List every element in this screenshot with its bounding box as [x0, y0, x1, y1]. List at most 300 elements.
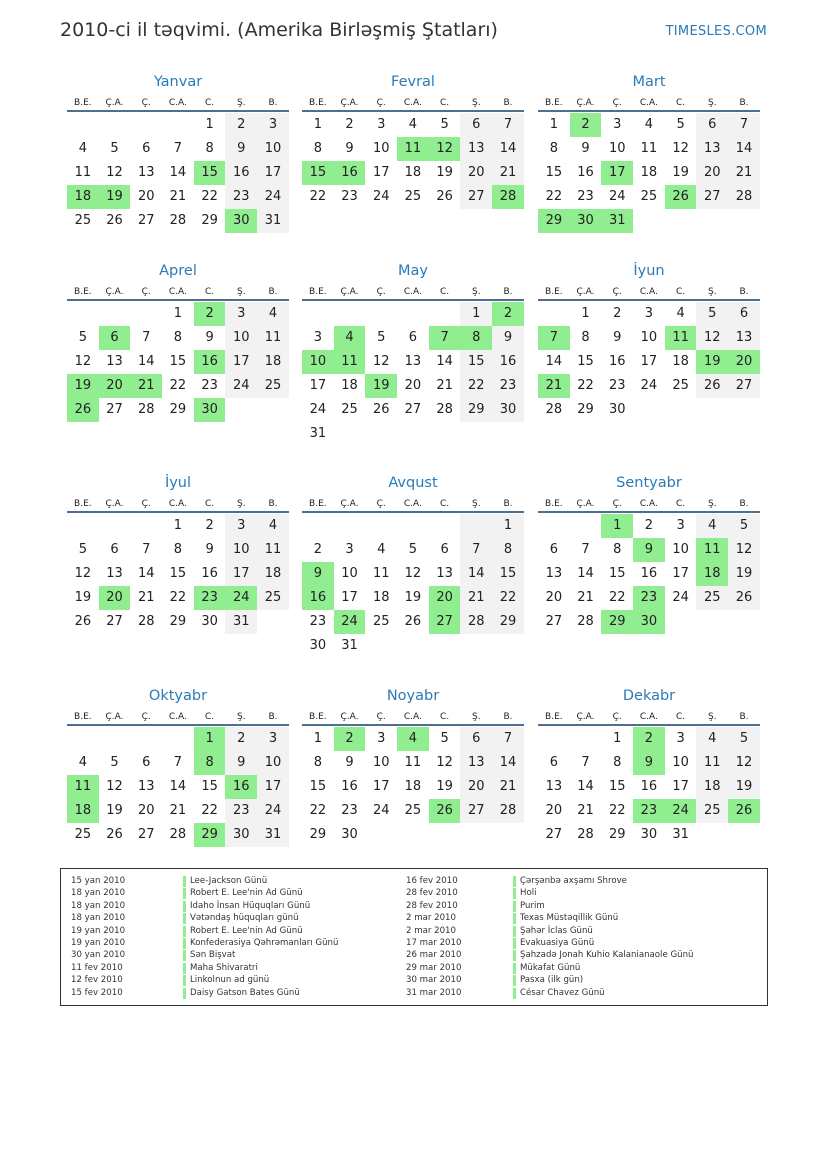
holiday-day-cell[interactable]: 29 — [538, 209, 570, 233]
day-cell[interactable]: 21 — [728, 161, 760, 185]
holiday-day-cell[interactable]: 2 — [492, 302, 524, 326]
day-cell[interactable]: 3 — [313, 330, 322, 345]
day-cell[interactable]: 28 — [137, 402, 155, 417]
day-cell[interactable]: 9 — [205, 330, 214, 345]
day-cell[interactable]: 25 — [672, 378, 689, 393]
day-cell[interactable]: 14 — [436, 354, 453, 369]
day-cell[interactable]: 8 — [613, 542, 622, 557]
day-cell[interactable]: 17 — [341, 590, 358, 605]
day-cell[interactable]: 20 — [460, 775, 492, 799]
day-cell[interactable]: 4 — [696, 727, 728, 751]
day-cell[interactable]: 22 — [608, 803, 626, 818]
day-cell[interactable]: 9 — [345, 755, 354, 770]
day-cell[interactable]: 4 — [676, 306, 685, 321]
holiday-day-cell[interactable]: 20 — [429, 586, 461, 610]
day-cell[interactable]: 29 — [577, 402, 594, 417]
day-cell[interactable]: 4 — [408, 117, 418, 132]
day-cell[interactable]: 4 — [78, 141, 87, 156]
day-cell[interactable]: 22 — [460, 374, 492, 398]
day-cell[interactable]: 17 — [640, 354, 658, 369]
day-cell[interactable]: 27 — [545, 827, 563, 842]
day-cell[interactable]: 30 — [225, 823, 257, 847]
day-cell[interactable]: 7 — [460, 538, 492, 562]
day-cell[interactable]: 5 — [78, 542, 87, 557]
holiday-day-cell[interactable]: 11 — [334, 350, 366, 374]
day-cell[interactable]: 9 — [492, 326, 524, 350]
day-cell[interactable]: 6 — [408, 330, 418, 345]
holiday-day-cell[interactable]: 24 — [334, 610, 366, 634]
day-cell[interactable]: 9 — [205, 542, 214, 557]
holiday-day-cell[interactable]: 30 — [194, 398, 226, 422]
day-cell[interactable]: 2 — [345, 117, 354, 132]
day-cell[interactable]: 28 — [436, 402, 453, 417]
day-cell[interactable]: 15 — [492, 562, 524, 586]
day-cell[interactable]: 18 — [404, 779, 422, 794]
holiday-day-cell[interactable]: 21 — [130, 374, 162, 398]
day-cell[interactable]: 8 — [205, 141, 214, 156]
holiday-day-cell[interactable]: 23 — [633, 799, 665, 823]
day-cell[interactable]: 6 — [728, 302, 760, 326]
day-cell[interactable]: 10 — [372, 141, 390, 156]
day-cell[interactable]: 13 — [137, 779, 155, 794]
day-cell[interactable]: 31 — [257, 209, 289, 233]
day-cell[interactable]: 28 — [169, 213, 187, 228]
holiday-day-cell[interactable]: 19 — [67, 374, 99, 398]
day-cell[interactable]: 27 — [137, 827, 155, 842]
day-cell[interactable]: 14 — [137, 566, 155, 581]
day-cell[interactable]: 5 — [377, 330, 386, 345]
day-cell[interactable]: 15 — [608, 566, 626, 581]
day-cell[interactable]: 28 — [577, 827, 594, 842]
day-cell[interactable]: 30 — [201, 614, 218, 629]
day-cell[interactable]: 6 — [142, 755, 151, 770]
holiday-day-cell[interactable]: 8 — [460, 326, 492, 350]
day-cell[interactable]: 24 — [257, 799, 289, 823]
day-cell[interactable]: 26 — [696, 374, 728, 398]
day-cell[interactable]: 3 — [676, 518, 685, 533]
day-cell[interactable]: 13 — [460, 751, 492, 775]
day-cell[interactable]: 23 — [492, 374, 524, 398]
day-cell[interactable]: 8 — [313, 755, 322, 770]
day-cell[interactable]: 22 — [201, 189, 218, 204]
holiday-day-cell[interactable]: 26 — [728, 799, 760, 823]
day-cell[interactable]: 25 — [696, 586, 728, 610]
day-cell[interactable]: 5 — [696, 302, 728, 326]
day-cell[interactable]: 27 — [696, 185, 728, 209]
day-cell[interactable]: 16 — [608, 354, 626, 369]
day-cell[interactable]: 24 — [608, 189, 626, 204]
day-cell[interactable]: 9 — [345, 141, 354, 156]
holiday-day-cell[interactable]: 29 — [194, 823, 226, 847]
day-cell[interactable]: 1 — [581, 306, 590, 321]
day-cell[interactable]: 10 — [672, 755, 689, 770]
day-cell[interactable]: 17 — [672, 779, 689, 794]
day-cell[interactable]: 13 — [106, 354, 123, 369]
day-cell[interactable]: 24 — [225, 374, 257, 398]
holiday-day-cell[interactable]: 9 — [302, 562, 334, 586]
day-cell[interactable]: 19 — [436, 779, 453, 794]
day-cell[interactable]: 6 — [696, 113, 728, 137]
day-cell[interactable]: 7 — [728, 113, 760, 137]
day-cell[interactable]: 12 — [404, 566, 422, 581]
day-cell[interactable]: 9 — [613, 330, 622, 345]
holiday-day-cell[interactable]: 24 — [665, 799, 697, 823]
day-cell[interactable]: 27 — [460, 799, 492, 823]
holiday-day-cell[interactable]: 17 — [601, 161, 633, 185]
holiday-day-cell[interactable]: 18 — [67, 799, 99, 823]
day-cell[interactable]: 30 — [492, 398, 524, 422]
day-cell[interactable]: 19 — [106, 803, 123, 818]
day-cell[interactable]: 18 — [341, 378, 358, 393]
holiday-day-cell[interactable]: 12 — [429, 137, 461, 161]
holiday-day-cell[interactable]: 20 — [99, 374, 131, 398]
day-cell[interactable]: 8 — [313, 141, 322, 156]
holiday-day-cell[interactable]: 2 — [633, 727, 665, 751]
day-cell[interactable]: 1 — [313, 731, 322, 746]
day-cell[interactable]: 17 — [257, 775, 289, 799]
day-cell[interactable]: 1 — [205, 117, 214, 132]
holiday-day-cell[interactable]: 19 — [99, 185, 131, 209]
day-cell[interactable]: 10 — [608, 141, 626, 156]
holiday-day-cell[interactable]: 18 — [67, 185, 99, 209]
day-cell[interactable]: 20 — [696, 161, 728, 185]
holiday-day-cell[interactable]: 16 — [225, 775, 257, 799]
day-cell[interactable]: 21 — [436, 378, 453, 393]
day-cell[interactable]: 22 — [169, 590, 187, 605]
day-cell[interactable]: 19 — [728, 562, 760, 586]
day-cell[interactable]: 15 — [309, 779, 327, 794]
day-cell[interactable]: 2 — [313, 542, 322, 557]
day-cell[interactable]: 26 — [728, 586, 760, 610]
day-cell[interactable]: 12 — [372, 354, 390, 369]
day-cell[interactable]: 10 — [341, 566, 358, 581]
day-cell[interactable]: 15 — [608, 779, 626, 794]
holiday-day-cell[interactable]: 11 — [397, 137, 429, 161]
day-cell[interactable]: 17 — [309, 378, 327, 393]
day-cell[interactable]: 11 — [74, 165, 92, 180]
day-cell[interactable]: 14 — [545, 354, 563, 369]
day-cell[interactable]: 21 — [169, 189, 187, 204]
day-cell[interactable]: 28 — [460, 610, 492, 634]
day-cell[interactable]: 23 — [608, 378, 626, 393]
holiday-day-cell[interactable]: 2 — [194, 302, 226, 326]
holiday-day-cell[interactable]: 1 — [194, 727, 226, 751]
holiday-day-cell[interactable]: 10 — [302, 350, 334, 374]
day-cell[interactable]: 27 — [404, 402, 422, 417]
day-cell[interactable]: 7 — [492, 113, 524, 137]
day-cell[interactable]: 13 — [436, 566, 453, 581]
day-cell[interactable]: 25 — [696, 799, 728, 823]
day-cell[interactable]: 29 — [309, 827, 327, 842]
day-cell[interactable]: 6 — [460, 113, 492, 137]
day-cell[interactable]: 6 — [110, 542, 119, 557]
day-cell[interactable]: 11 — [372, 566, 390, 581]
day-cell[interactable]: 5 — [408, 542, 418, 557]
day-cell[interactable]: 4 — [696, 514, 728, 538]
day-cell[interactable]: 14 — [492, 137, 524, 161]
holiday-day-cell[interactable]: 26 — [429, 799, 461, 823]
day-cell[interactable]: 3 — [377, 117, 386, 132]
day-cell[interactable]: 26 — [436, 189, 453, 204]
day-cell[interactable]: 11 — [696, 751, 728, 775]
day-cell[interactable]: 22 — [201, 803, 218, 818]
day-cell[interactable]: 21 — [577, 590, 594, 605]
day-cell[interactable]: 13 — [545, 779, 563, 794]
day-cell[interactable]: 14 — [492, 751, 524, 775]
day-cell[interactable]: 1 — [549, 117, 558, 132]
day-cell[interactable]: 7 — [142, 330, 151, 345]
day-cell[interactable]: 16 — [201, 566, 218, 581]
day-cell[interactable]: 22 — [608, 590, 626, 605]
day-cell[interactable]: 13 — [137, 165, 155, 180]
day-cell[interactable]: 14 — [460, 562, 492, 586]
day-cell[interactable]: 24 — [257, 185, 289, 209]
holiday-day-cell[interactable]: 19 — [696, 350, 728, 374]
day-cell[interactable]: 25 — [341, 402, 358, 417]
day-cell[interactable]: 7 — [581, 542, 590, 557]
day-cell[interactable]: 4 — [257, 302, 289, 326]
day-cell[interactable]: 18 — [640, 165, 658, 180]
day-cell[interactable]: 19 — [74, 590, 92, 605]
day-cell[interactable]: 10 — [257, 137, 289, 161]
day-cell[interactable]: 11 — [640, 141, 658, 156]
holiday-day-cell[interactable]: 11 — [696, 538, 728, 562]
day-cell[interactable]: 1 — [173, 518, 183, 533]
day-cell[interactable]: 14 — [577, 779, 594, 794]
day-cell[interactable]: 8 — [581, 330, 590, 345]
holiday-day-cell[interactable]: 8 — [194, 751, 226, 775]
day-cell[interactable]: 11 — [257, 326, 289, 350]
day-cell[interactable]: 20 — [460, 161, 492, 185]
holiday-day-cell[interactable]: 21 — [538, 374, 570, 398]
holiday-day-cell[interactable]: 29 — [601, 610, 633, 634]
day-cell[interactable]: 5 — [440, 117, 449, 132]
day-cell[interactable]: 24 — [372, 803, 390, 818]
day-cell[interactable]: 16 — [492, 350, 524, 374]
day-cell[interactable]: 8 — [492, 538, 524, 562]
holiday-day-cell[interactable]: 15 — [302, 161, 334, 185]
day-cell[interactable]: 29 — [169, 402, 187, 417]
day-cell[interactable]: 19 — [404, 590, 422, 605]
day-cell[interactable]: 21 — [577, 803, 594, 818]
day-cell[interactable]: 28 — [545, 402, 563, 417]
day-cell[interactable]: 12 — [436, 755, 453, 770]
day-cell[interactable]: 17 — [225, 562, 257, 586]
day-cell[interactable]: 16 — [577, 165, 594, 180]
day-cell[interactable]: 20 — [137, 803, 155, 818]
holiday-day-cell[interactable]: 27 — [429, 610, 461, 634]
day-cell[interactable]: 13 — [106, 566, 123, 581]
day-cell[interactable]: 8 — [549, 141, 558, 156]
day-cell[interactable]: 13 — [404, 354, 422, 369]
day-cell[interactable]: 12 — [74, 566, 92, 581]
day-cell[interactable]: 1 — [492, 514, 524, 538]
day-cell[interactable]: 31 — [257, 823, 289, 847]
day-cell[interactable]: 31 — [341, 638, 358, 653]
day-cell[interactable]: 10 — [257, 751, 289, 775]
day-cell[interactable]: 21 — [137, 590, 155, 605]
day-cell[interactable]: 25 — [372, 614, 390, 629]
day-cell[interactable]: 18 — [257, 562, 289, 586]
holiday-day-cell[interactable]: 23 — [633, 586, 665, 610]
day-cell[interactable]: 26 — [404, 614, 422, 629]
brand-link[interactable]: TIMESLES.COM — [665, 24, 767, 39]
day-cell[interactable]: 25 — [74, 827, 92, 842]
day-cell[interactable]: 30 — [341, 827, 358, 842]
day-cell[interactable]: 27 — [460, 185, 492, 209]
holiday-day-cell[interactable]: 16 — [194, 350, 226, 374]
day-cell[interactable]: 12 — [696, 326, 728, 350]
day-cell[interactable]: 13 — [728, 326, 760, 350]
day-cell[interactable]: 22 — [309, 803, 327, 818]
day-cell[interactable]: 24 — [640, 378, 658, 393]
day-cell[interactable]: 23 — [201, 378, 218, 393]
day-cell[interactable]: 27 — [728, 374, 760, 398]
day-cell[interactable]: 23 — [225, 799, 257, 823]
day-cell[interactable]: 17 — [257, 161, 289, 185]
day-cell[interactable]: 15 — [460, 350, 492, 374]
day-cell[interactable]: 4 — [257, 514, 289, 538]
day-cell[interactable]: 8 — [173, 542, 183, 557]
day-cell[interactable]: 7 — [173, 141, 183, 156]
day-cell[interactable]: 25 — [404, 803, 422, 818]
holiday-day-cell[interactable]: 26 — [665, 185, 697, 209]
day-cell[interactable]: 29 — [608, 827, 626, 842]
holiday-day-cell[interactable]: 1 — [601, 514, 633, 538]
day-cell[interactable]: 8 — [613, 755, 622, 770]
holiday-day-cell[interactable]: 11 — [67, 775, 99, 799]
day-cell[interactable]: 26 — [372, 402, 390, 417]
day-cell[interactable]: 24 — [372, 189, 390, 204]
day-cell[interactable]: 5 — [440, 731, 449, 746]
day-cell[interactable]: 11 — [257, 538, 289, 562]
day-cell[interactable]: 25 — [257, 586, 289, 610]
day-cell[interactable]: 9 — [225, 137, 257, 161]
day-cell[interactable]: 2 — [225, 113, 257, 137]
day-cell[interactable]: 20 — [404, 378, 422, 393]
day-cell[interactable]: 17 — [672, 566, 689, 581]
holiday-day-cell[interactable]: 6 — [99, 326, 131, 350]
day-cell[interactable]: 2 — [644, 518, 654, 533]
day-cell[interactable]: 23 — [309, 614, 327, 629]
day-cell[interactable]: 8 — [173, 330, 183, 345]
day-cell[interactable]: 28 — [492, 799, 524, 823]
day-cell[interactable]: 24 — [309, 402, 327, 417]
day-cell[interactable]: 20 — [545, 590, 563, 605]
day-cell[interactable]: 16 — [640, 566, 658, 581]
day-cell[interactable]: 3 — [345, 542, 354, 557]
holiday-day-cell[interactable]: 31 — [601, 209, 633, 233]
day-cell[interactable]: 22 — [545, 189, 563, 204]
day-cell[interactable]: 30 — [640, 827, 658, 842]
day-cell[interactable]: 1 — [460, 302, 492, 326]
day-cell[interactable]: 28 — [728, 185, 760, 209]
day-cell[interactable]: 12 — [728, 751, 760, 775]
day-cell[interactable]: 31 — [672, 827, 689, 842]
day-cell[interactable]: 12 — [728, 538, 760, 562]
holiday-day-cell[interactable]: 4 — [397, 727, 429, 751]
day-cell[interactable]: 15 — [201, 779, 218, 794]
day-cell[interactable]: 30 — [309, 638, 327, 653]
day-cell[interactable]: 1 — [173, 306, 183, 321]
day-cell[interactable]: 4 — [377, 542, 386, 557]
day-cell[interactable]: 10 — [372, 755, 390, 770]
day-cell[interactable]: 25 — [404, 189, 422, 204]
day-cell[interactable]: 22 — [309, 189, 327, 204]
day-cell[interactable]: 25 — [257, 374, 289, 398]
holiday-day-cell[interactable]: 23 — [194, 586, 226, 610]
day-cell[interactable]: 23 — [225, 185, 257, 209]
day-cell[interactable]: 26 — [106, 213, 123, 228]
day-cell[interactable]: 14 — [728, 137, 760, 161]
day-cell[interactable]: 14 — [577, 566, 594, 581]
day-cell[interactable]: 26 — [106, 827, 123, 842]
day-cell[interactable]: 10 — [640, 330, 658, 345]
day-cell[interactable]: 18 — [696, 775, 728, 799]
day-cell[interactable]: 13 — [545, 566, 563, 581]
day-cell[interactable]: 5 — [728, 727, 760, 751]
day-cell[interactable]: 21 — [169, 803, 187, 818]
day-cell[interactable]: 29 — [201, 213, 218, 228]
day-cell[interactable]: 17 — [372, 165, 390, 180]
day-cell[interactable]: 26 — [74, 614, 92, 629]
day-cell[interactable]: 17 — [225, 350, 257, 374]
day-cell[interactable]: 5 — [676, 117, 685, 132]
day-cell[interactable]: 22 — [492, 586, 524, 610]
holiday-day-cell[interactable]: 16 — [302, 586, 334, 610]
day-cell[interactable]: 15 — [545, 165, 563, 180]
day-cell[interactable]: 10 — [672, 542, 689, 557]
day-cell[interactable]: 15 — [169, 354, 187, 369]
holiday-day-cell[interactable]: 24 — [225, 586, 257, 610]
day-cell[interactable]: 4 — [644, 117, 654, 132]
holiday-day-cell[interactable]: 19 — [365, 374, 397, 398]
day-cell[interactable]: 18 — [372, 590, 390, 605]
day-cell[interactable]: 7 — [173, 755, 183, 770]
day-cell[interactable]: 6 — [142, 141, 151, 156]
day-cell[interactable]: 12 — [106, 779, 123, 794]
day-cell[interactable]: 12 — [74, 354, 92, 369]
day-cell[interactable]: 25 — [640, 189, 658, 204]
holiday-day-cell[interactable]: 20 — [99, 586, 131, 610]
day-cell[interactable]: 21 — [492, 775, 524, 799]
day-cell[interactable]: 7 — [142, 542, 151, 557]
day-cell[interactable]: 10 — [225, 326, 257, 350]
holiday-day-cell[interactable]: 15 — [194, 161, 226, 185]
day-cell[interactable]: 3 — [225, 302, 257, 326]
day-cell[interactable]: 19 — [672, 165, 689, 180]
holiday-day-cell[interactable]: 28 — [492, 185, 524, 209]
day-cell[interactable]: 3 — [257, 727, 289, 751]
day-cell[interactable]: 28 — [137, 614, 155, 629]
day-cell[interactable]: 3 — [676, 731, 685, 746]
day-cell[interactable]: 14 — [137, 354, 155, 369]
day-cell[interactable]: 1 — [613, 731, 622, 746]
day-cell[interactable]: 16 — [341, 779, 358, 794]
day-cell[interactable]: 9 — [225, 751, 257, 775]
holiday-day-cell[interactable]: 9 — [633, 751, 665, 775]
day-cell[interactable]: 2 — [613, 306, 622, 321]
holiday-day-cell[interactable]: 2 — [570, 113, 602, 137]
day-cell[interactable]: 30 — [608, 402, 626, 417]
day-cell[interactable]: 23 — [577, 189, 594, 204]
day-cell[interactable]: 5 — [728, 514, 760, 538]
holiday-day-cell[interactable]: 7 — [538, 326, 570, 350]
day-cell[interactable]: 9 — [581, 141, 590, 156]
day-cell[interactable]: 7 — [492, 727, 524, 751]
day-cell[interactable]: 27 — [137, 213, 155, 228]
day-cell[interactable]: 31 — [309, 426, 327, 441]
